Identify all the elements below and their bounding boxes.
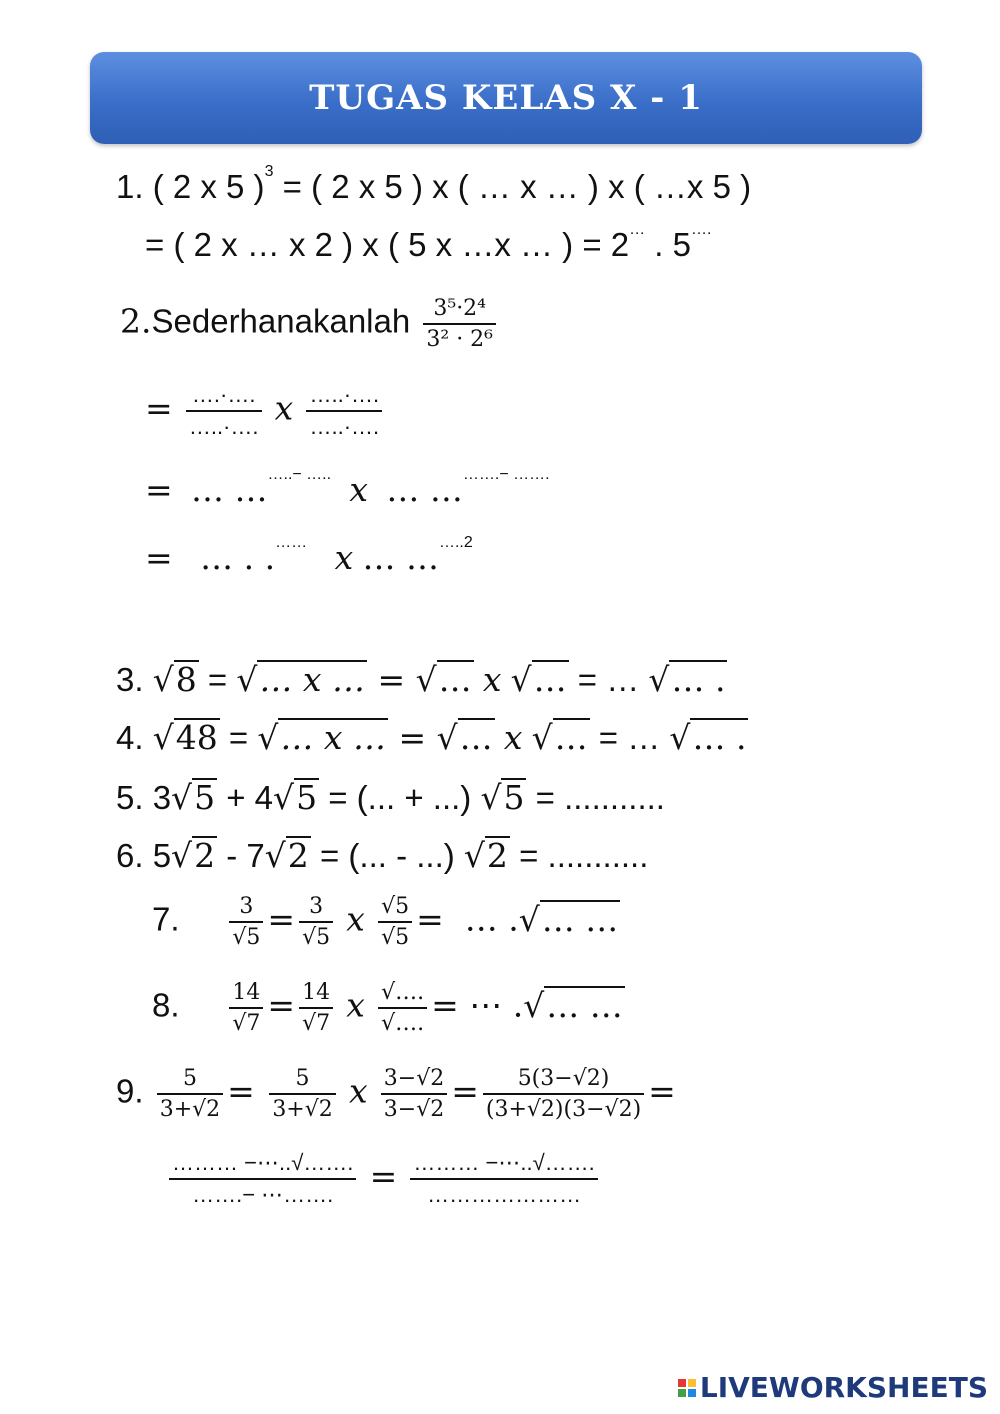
q7-num-1: 3 (229, 894, 263, 923)
q9-f3-den: 3−√2 (383, 1097, 445, 1122)
q7-den-3: √5 (381, 925, 410, 950)
q9-f3-num: 3−√2 (381, 1066, 447, 1095)
q2-step2-exp-1[interactable]: …..− ….. (267, 466, 332, 483)
q2-step1-num-2[interactable]: …..·…. (306, 382, 382, 412)
q3-equals-1: = (198, 661, 237, 698)
q4-sqrt-2: √… x … (257, 718, 386, 757)
q5-number: 5. 3 (116, 779, 172, 816)
q9-f4-num: 5(3−√2) (483, 1066, 644, 1095)
q7-den-2: √5 (302, 925, 331, 950)
q8-den-1: √7 (232, 1011, 261, 1036)
question-9: 9. $\frac{5}{3+√2}$ = $\frac{5}{3+√2}$ x $\frac{3-√2}{3-√2}$ = $\frac{5(3-√2)}{(3+√2)(3-√2)}$ = (116, 1066, 676, 1122)
q1-text-b: = ( 2 x 5 ) x ( … x … ) x ( …x 5 ) (273, 168, 752, 205)
q7-result-coefficient[interactable]: … . (464, 899, 519, 939)
q9-f6-den[interactable]: ………………… (427, 1182, 582, 1207)
q3-radicand-2[interactable]: … x … (259, 660, 365, 699)
title-banner (90, 52, 922, 144)
q8-num-3[interactable]: √…. (378, 980, 427, 1009)
q9-fraction-3 (381, 1066, 447, 1122)
q1-exponent: 3 (264, 163, 274, 180)
q1-text-a: 1. ( 2 x 5 ) (116, 168, 265, 205)
q8-num-3-radicand[interactable]: …. (395, 980, 425, 1005)
q2-step3-base-1[interactable]: … . . (200, 538, 276, 577)
q2-fraction-numerator: 3⁵·2⁴ (423, 296, 496, 325)
q9-f5-den[interactable]: …….− ⋯……. (192, 1182, 334, 1207)
q5-radicand-2: 5 (296, 778, 318, 817)
logo-square-yellow (688, 1379, 696, 1387)
q8-den-3[interactable]: √…. (381, 1011, 425, 1036)
q6-answer[interactable]: = ........... (509, 837, 649, 874)
question-1-line-2 (145, 221, 712, 264)
question-3 (116, 660, 727, 699)
question-2-prompt (120, 296, 500, 352)
q2-step2-base-1[interactable]: … … (191, 470, 268, 509)
q8-result-coefficient[interactable]: ⋯ . (469, 985, 524, 1025)
q7-den-1-radicand: 5 (246, 925, 261, 950)
q4-sqrt-4: √… (531, 718, 588, 757)
q9-f1-den: 3+√2 (159, 1097, 221, 1122)
q8-den-3-radicand[interactable]: …. (395, 1011, 425, 1036)
q2-label: Sederhanakanlah (151, 302, 411, 340)
q9-number: 9. (116, 1072, 144, 1110)
question-8: 8. $\frac{14}{√7}$ = $\frac{14}{√7}$ x $\frac{√\dots.}{√\dots.}$ = ⋯ .√… … (152, 980, 623, 1036)
liveworksheets-logo-icon (678, 1379, 696, 1397)
q2-step1-den-1[interactable]: …..·…. (188, 414, 259, 439)
q8-times: x (346, 985, 365, 1025)
q4-sqrt-1: √48 (152, 718, 218, 757)
q7-number: 7. (152, 900, 180, 938)
q7-fraction-2 (299, 894, 333, 950)
q2-step1-equals: = (145, 388, 173, 428)
q6-text-2[interactable]: = (... - ...) (310, 837, 464, 874)
q7-times: x (346, 899, 365, 939)
q3-times: x (482, 660, 502, 699)
q6-number: 6. 5 (116, 837, 172, 874)
liveworksheets-logo[interactable] (678, 1371, 988, 1404)
q4-sqrt-5: √… . (669, 718, 747, 757)
q8-number: 8. (152, 986, 180, 1024)
q6-sqrt-3: √2 (463, 836, 508, 875)
q3-radicand-1: 8 (175, 660, 197, 699)
q2-step2-equals: = (145, 470, 173, 509)
q9-fraction-5 (169, 1150, 356, 1208)
q4-equals-3[interactable]: = … (589, 719, 670, 756)
q2-fraction (423, 296, 496, 352)
q1-line2-text-a: = ( 2 x … x 2 ) x ( 5 x …x … ) = 2 (145, 226, 630, 263)
q3-sqrt-1: √8 (152, 660, 197, 699)
q4-equals-2: = (387, 718, 437, 757)
q8-den-1-radicand: 7 (246, 1011, 261, 1036)
q2-step3-base-2[interactable]: … … (362, 538, 439, 577)
question-9-continued: $\frac{\dots\dots\dots -\cdots..√\dots\dots.}{\dots\dots.- \cdots\dots\dots.}$ = $\frac{\dots\dots\dots -\cdots..√\dots\dots.}{\dots\dots\dots\dots\dots\dots\dots}$ (165, 1150, 602, 1208)
q4-radicand-5[interactable]: … . (692, 718, 747, 757)
q3-radicand-4[interactable]: … (533, 660, 567, 699)
q8-fraction-3 (378, 980, 427, 1036)
q4-radicand-1: 48 (175, 718, 218, 757)
q7-den-2-radicand: 5 (316, 925, 331, 950)
q7-den-1: √5 (232, 925, 261, 950)
q5-radicand-1: 5 (194, 778, 216, 817)
q5-radicand-3: 5 (503, 778, 525, 817)
q3-radicand-3[interactable]: … (438, 660, 472, 699)
question-2-step-1 (145, 382, 386, 440)
q7-num-2: 3 (299, 894, 333, 923)
q2-step3-exp-1[interactable]: …… (275, 534, 308, 551)
q3-equals-2: = (366, 660, 416, 699)
q5-sqrt-2: √5 (273, 778, 318, 817)
q2-step1-fraction-1 (186, 382, 262, 440)
q7-den-3-radicand: 5 (395, 925, 410, 950)
q2-step3-times: x (334, 538, 354, 577)
q1-line2-text-b: . 5 (645, 226, 691, 263)
q3-number: 3. (116, 661, 144, 698)
page-title: TUGAS KELAS X - 1 (309, 78, 703, 118)
q9-f1-num: 5 (157, 1066, 223, 1095)
q9-times: x (348, 1071, 368, 1111)
q4-equals-1: = (219, 719, 258, 756)
q6-text-1: - 7 (217, 837, 265, 874)
q5-text-1: + 4 (217, 779, 274, 816)
q4-radicand-2[interactable]: … x … (280, 718, 386, 757)
q8-num-1: 14 (229, 980, 263, 1009)
q9-f6-num[interactable]: ……… −⋯..√……. (410, 1150, 597, 1180)
q8-fraction-2 (299, 980, 333, 1036)
q2-step2-base-2[interactable]: … … (386, 470, 463, 509)
q7-fraction-3 (378, 894, 412, 950)
q7-num-3-radicand: 5 (395, 894, 410, 919)
q4-sqrt-3: √… (436, 718, 493, 757)
q9-fraction-4 (483, 1066, 644, 1122)
q8-num-2: 14 (299, 980, 333, 1009)
q6-radicand-3: 2 (486, 836, 508, 875)
q2-step2-exp-2[interactable]: …….− ……. (462, 466, 550, 483)
q7-num-3: √5 (378, 894, 412, 923)
q9-fraction-1 (157, 1066, 223, 1122)
q3-sqrt-4: √… (510, 660, 567, 699)
logo-square-blue (688, 1389, 696, 1397)
q4-radicand-3[interactable]: … (459, 718, 493, 757)
question-2-step-2 (145, 466, 550, 509)
question-1-line-1 (116, 163, 752, 206)
question-7: 7. $\frac{3}{√5}$ = $\frac{3}{√5}$ x $\frac{√5}{√5}$ = … .√… … (152, 894, 619, 950)
q2-step1-den-2[interactable]: …..·…. (309, 414, 380, 439)
q2-step1-times: x (274, 388, 294, 428)
q8-den-2: √7 (302, 1011, 331, 1036)
q7-result-sqrt: √… … (518, 899, 619, 939)
q7-result-radicand[interactable]: … … (541, 899, 619, 939)
q8-den-2-radicand: 7 (316, 1011, 331, 1036)
q2-fraction-denominator: 3² · 2⁶ (426, 327, 494, 352)
q9-f4-den: (3+√2)(3−√2) (485, 1097, 642, 1122)
question-6 (116, 836, 648, 875)
q2-step2-times: x (349, 470, 369, 509)
q9-f2-num: 5 (269, 1066, 335, 1095)
q3-equals-3[interactable]: = … (568, 661, 649, 698)
q4-radicand-4[interactable]: … (554, 718, 588, 757)
logo-square-red (678, 1379, 686, 1387)
q9-fraction-2 (269, 1066, 335, 1122)
q2-step3-exp-2[interactable]: …..2 (438, 534, 473, 551)
question-4 (116, 718, 748, 757)
q6-sqrt-2: √2 (264, 836, 309, 875)
q2-number: 2. (120, 301, 152, 341)
q2-step1-num-1[interactable]: ….·…. (186, 382, 262, 412)
q6-radicand-2: 2 (287, 836, 309, 875)
q2-step3-equals: = (145, 538, 173, 577)
question-5 (116, 778, 665, 817)
q7-fraction-1 (229, 894, 263, 950)
logo-square-green (678, 1389, 686, 1397)
q8-result-sqrt: √… … (523, 985, 623, 1025)
liveworksheets-logo-text: LIVEWORKSHEETS (699, 1371, 988, 1404)
q9-f2-den: 3+√2 (272, 1097, 333, 1122)
q9-fraction-6 (410, 1150, 597, 1208)
q9-f5-num[interactable]: ……… −⋯..√……. (169, 1150, 356, 1180)
q4-times: x (503, 718, 523, 757)
q3-sqrt-2: √… x … (236, 660, 365, 699)
q3-sqrt-3: √… (415, 660, 472, 699)
q3-radicand-5[interactable]: … . (671, 660, 726, 699)
q8-fraction-1 (229, 980, 263, 1036)
q2-step1-fraction-2 (306, 382, 382, 440)
q6-sqrt-1: √2 (171, 836, 216, 875)
q1-line2-exp-2[interactable]: …. (690, 221, 712, 238)
q5-answer[interactable]: = ........... (526, 779, 665, 816)
question-2-step-3 (145, 534, 473, 577)
q3-sqrt-5: √… . (648, 660, 726, 699)
q5-sqrt-3: √5 (480, 778, 525, 817)
q1-line2-exp-1[interactable]: … (629, 221, 646, 238)
q8-result-radicand[interactable]: … … (546, 985, 623, 1025)
q4-number: 4. (116, 719, 144, 756)
q5-text-2[interactable]: = (... + ...) (319, 779, 481, 816)
q6-radicand-1: 2 (194, 836, 216, 875)
q5-sqrt-1: √5 (171, 778, 216, 817)
